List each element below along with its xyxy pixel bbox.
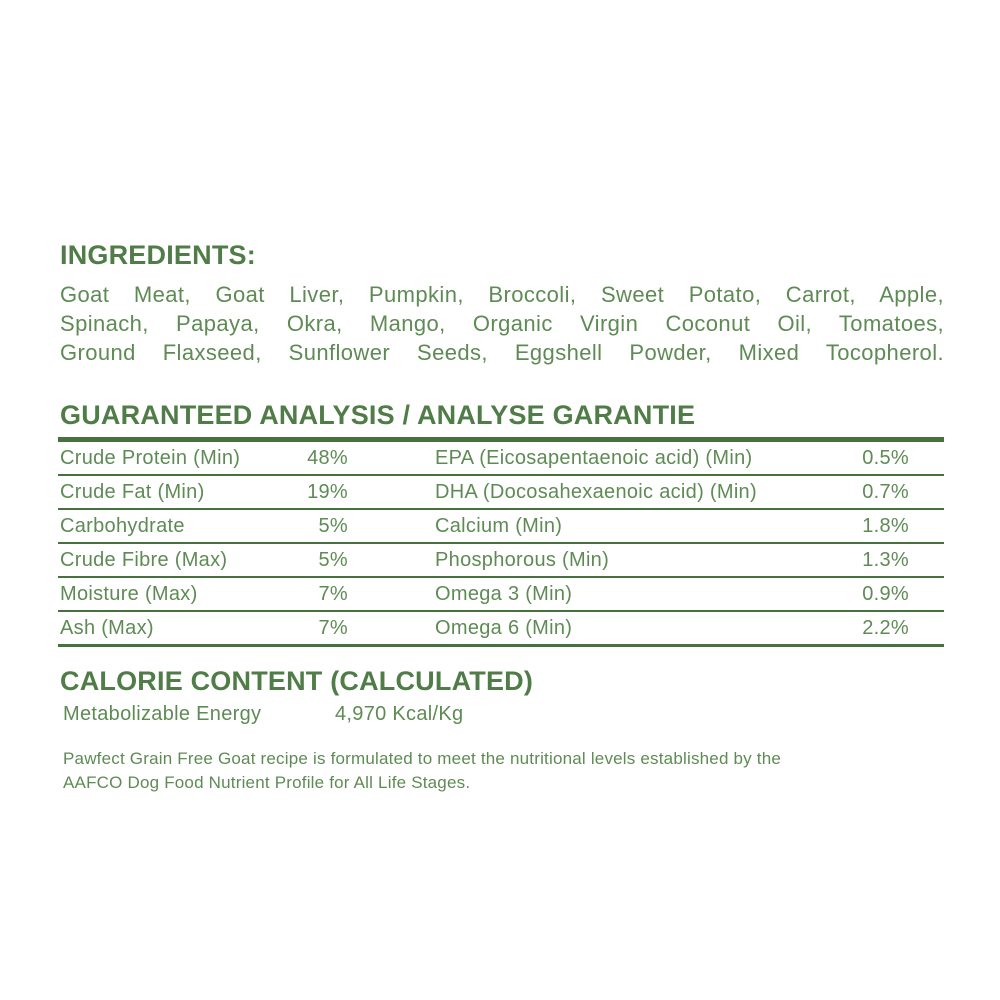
calorie-row: [58, 703, 944, 726]
nutrient-label: Ash (Max): [60, 616, 154, 639]
nutrient-label: Carbohydrate: [60, 514, 185, 537]
nutrient-label: Omega 3 (Min): [435, 582, 573, 605]
table-row: [58, 510, 944, 542]
metabolizable-energy-label: Metabolizable Energy: [63, 703, 262, 726]
nutrient-value: 7%: [318, 582, 348, 605]
aafco-statement-line: AAFCO Dog Food Nutrient Profile for All Life Stages.: [63, 773, 471, 793]
nutrient-label: Crude Fat (Min): [60, 480, 205, 503]
nutrient-value: 5%: [318, 548, 348, 571]
nutrient-value: 1.8%: [862, 514, 909, 537]
table-row: [58, 612, 944, 644]
aafco-statement: [58, 747, 944, 795]
nutrient-label: DHA (Docosahexaenoic acid) (Min): [435, 480, 757, 503]
nutrient-value: 19%: [307, 480, 348, 503]
nutrient-value: 0.7%: [862, 480, 909, 503]
guaranteed-analysis-table: [58, 437, 944, 647]
calorie-content-section: [58, 666, 944, 726]
ingredients-line: Spinach, Papaya, Okra, Mango, Organic Virgin Coconut Oil, Tomatoes,: [60, 311, 944, 337]
nutrient-value: 0.9%: [862, 582, 909, 605]
guaranteed-analysis-section: [58, 400, 944, 647]
nutrient-value: 0.5%: [862, 446, 909, 469]
ingredients-heading: INGREDIENTS:: [60, 240, 256, 270]
nutrient-value: 48%: [307, 446, 348, 469]
table-row: [58, 544, 944, 576]
nutrient-label: Calcium (Min): [435, 514, 563, 537]
calorie-content-heading: CALORIE CONTENT (CALCULATED): [60, 666, 534, 697]
nutrient-value: 2.2%: [862, 616, 909, 639]
nutrient-label: Crude Protein (Min): [60, 446, 241, 469]
table-row: [58, 578, 944, 610]
ingredients-line: Ground Flaxseed, Sunflower Seeds, Eggshell Powder, Mixed Tocopherol.: [60, 340, 944, 366]
metabolizable-energy-value: 4,970 Kcal/Kg: [335, 703, 464, 726]
nutrient-label: EPA (Eicosapentaenoic acid) (Min): [435, 446, 753, 469]
guaranteed-analysis-heading: GUARANTEED ANALYSIS / ANALYSE GARANTIE: [60, 400, 696, 431]
label-content: [58, 240, 944, 795]
nutrient-value: 1.3%: [862, 548, 909, 571]
table-row: [58, 476, 944, 508]
nutrient-value: 7%: [318, 616, 348, 639]
table-row: [58, 442, 944, 474]
table-bottom-rule: [58, 644, 944, 647]
nutrient-label: Phosphorous (Min): [435, 548, 610, 571]
nutrient-label: Omega 6 (Min): [435, 616, 573, 639]
aafco-statement-line: Pawfect Grain Free Goat recipe is formulated to meet the nutritional levels established by the: [63, 749, 782, 769]
nutrient-value: 5%: [318, 514, 348, 537]
ingredients-line: Goat Meat, Goat Liver, Pumpkin, Broccoli, Sweet Potato, Carrot, Apple,: [60, 282, 944, 308]
ingredients-list: [58, 280, 944, 367]
nutrient-label: Crude Fibre (Max): [60, 548, 228, 571]
nutrient-label: Moisture (Max): [60, 582, 198, 605]
ingredients-section: [58, 240, 944, 367]
